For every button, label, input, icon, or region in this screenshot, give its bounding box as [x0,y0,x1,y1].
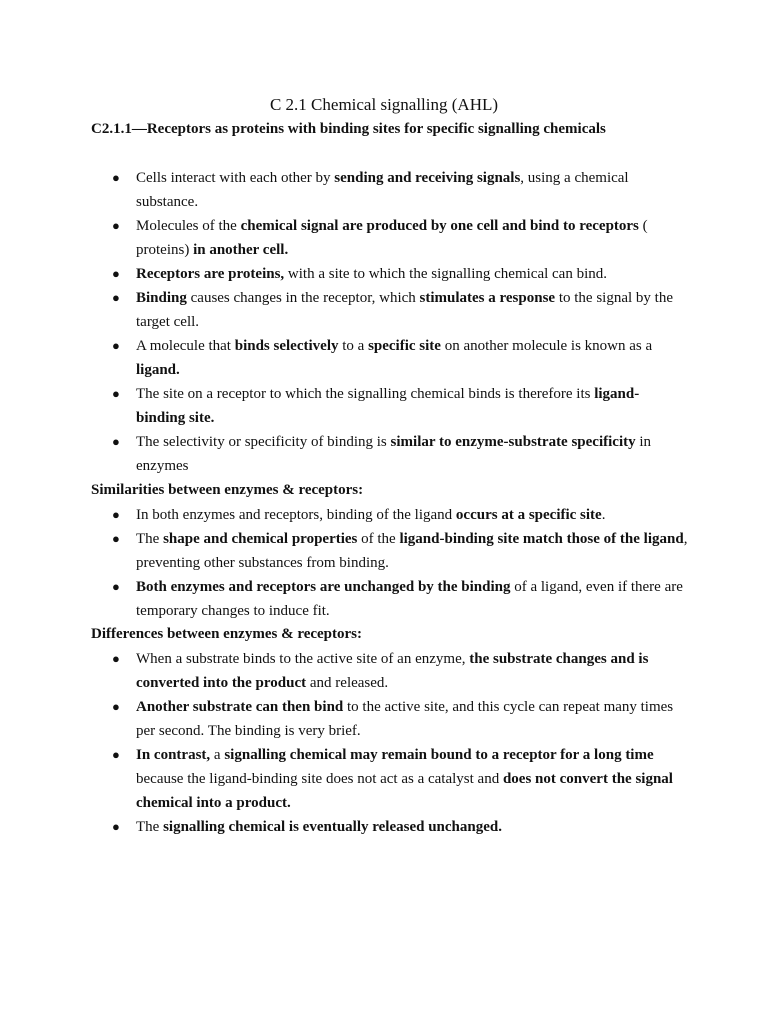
bold-text: binds selectively [234,338,339,354]
bold-text: Binding [136,290,187,306]
list-item [0,695,768,743]
text-run: Molecules of the [136,218,241,234]
list-item [0,647,768,695]
list-item [0,286,768,334]
text-run: because the ligand-binding site does not act as a catalyst and [136,771,503,787]
text-run: The [136,531,164,547]
list-item [0,815,768,839]
bold-text: in another cell. [193,242,289,258]
text-run: In both enzymes and receptors, binding of the ligand [136,507,456,523]
text-run: . [601,507,606,523]
bullet-icon: ● [112,218,120,233]
bold-text: the substrate changes and is converted into the product [136,651,649,691]
text-run: a [210,747,225,763]
bold-text: signalling chemical may remain bound to a receptor for a long time [224,747,654,763]
text-run: to the active site, and this cycle can repeat many times per second. The binding is very brief. [136,699,674,739]
text-run: A molecule that [136,338,235,354]
bold-text: Another substrate can then bind [136,699,344,715]
bold-text: specific site [368,338,441,354]
bold-text: stimulates a response [419,290,556,306]
bold-text: ligand. [136,362,180,378]
text-run: in enzymes [136,434,652,474]
text-run: to the signal by the target cell. [136,290,673,330]
text-run: of a ligand, even if there are temporary changes to induce fit. [136,579,683,619]
text-run: The site on a receptor to which the signalling chemical binds is therefore its [136,386,595,402]
differences-heading: Differences between enzymes & receptors: [91,626,363,642]
bold-text: ligand-binding site match those of the ligand [399,531,684,547]
bullet-icon: ● [112,434,120,449]
bullet-icon: ● [112,386,120,401]
bold-text: sending and receiving signals [334,170,521,186]
bold-text: occurs at a specific site [455,507,602,523]
bullet-icon: ● [112,170,120,185]
bullet-icon: ● [112,579,120,594]
text-run: The [136,819,164,835]
text-run: of the [357,531,400,547]
text-run: and released. [306,675,389,691]
list-item [0,166,768,214]
bullet-icon: ● [112,819,120,834]
list-item [0,503,768,527]
bullet-icon: ● [112,338,120,353]
bullet-icon: ● [112,266,120,281]
bold-text: Both enzymes and receptors are unchanged by the binding [136,579,511,595]
text-run: ( proteins) [136,218,648,258]
text-run: causes changes in the receptor, which [186,290,420,306]
list-item [0,382,768,430]
bullet-icon: ● [112,651,120,666]
text-run: to a [338,338,369,354]
bold-text: shape and chemical properties [163,531,358,547]
similarities-heading: Similarities between enzymes & receptors: [91,482,364,498]
page-title: C 2.1 Chemical signalling (AHL) [269,95,499,114]
bullet-icon: ● [112,699,120,714]
list-item [0,334,768,382]
bold-text: chemical signal are produced by one cell and bind to receptors [240,218,639,234]
text-run: , using a chemical substance. [136,170,629,210]
bold-text: signalling chemical is eventually released unchanged. [163,819,502,835]
text-run: on another molecule is known as a [440,338,653,354]
bullet-list-differences [0,647,768,839]
list-item [0,214,768,262]
text-run: with a site to which the signalling chemical can bind. [284,266,608,282]
bold-text: ligand-binding site. [136,386,640,426]
bullet-icon: ● [112,290,120,305]
bullet-icon: ● [112,747,120,762]
list-item [0,527,768,575]
list-item [0,575,768,623]
text-run: When a substrate binds to the active site of an enzyme, [136,651,470,667]
text-run: , preventing other substances from binding. [136,531,688,571]
text-run: The selectivity or specificity of binding is [136,434,391,450]
bullet-icon: ● [112,507,120,522]
list-item [0,262,768,286]
bold-text: similar to enzyme-substrate specificity [390,434,636,450]
bold-text: In contrast, [136,747,211,763]
bullet-list-similarities [0,503,768,623]
list-item [0,743,768,815]
list-item [0,430,768,478]
bullet-icon: ● [112,531,120,546]
bullet-list-signalling [0,166,768,478]
text-run: Cells interact with each other by [136,170,335,186]
bold-text: does not convert the signal chemical into a product. [136,771,673,811]
bold-text: Receptors are proteins, [136,266,285,282]
section-subtitle: C2.1.1—Receptors as proteins with binding sites for specific signalling chemicals [91,121,606,137]
